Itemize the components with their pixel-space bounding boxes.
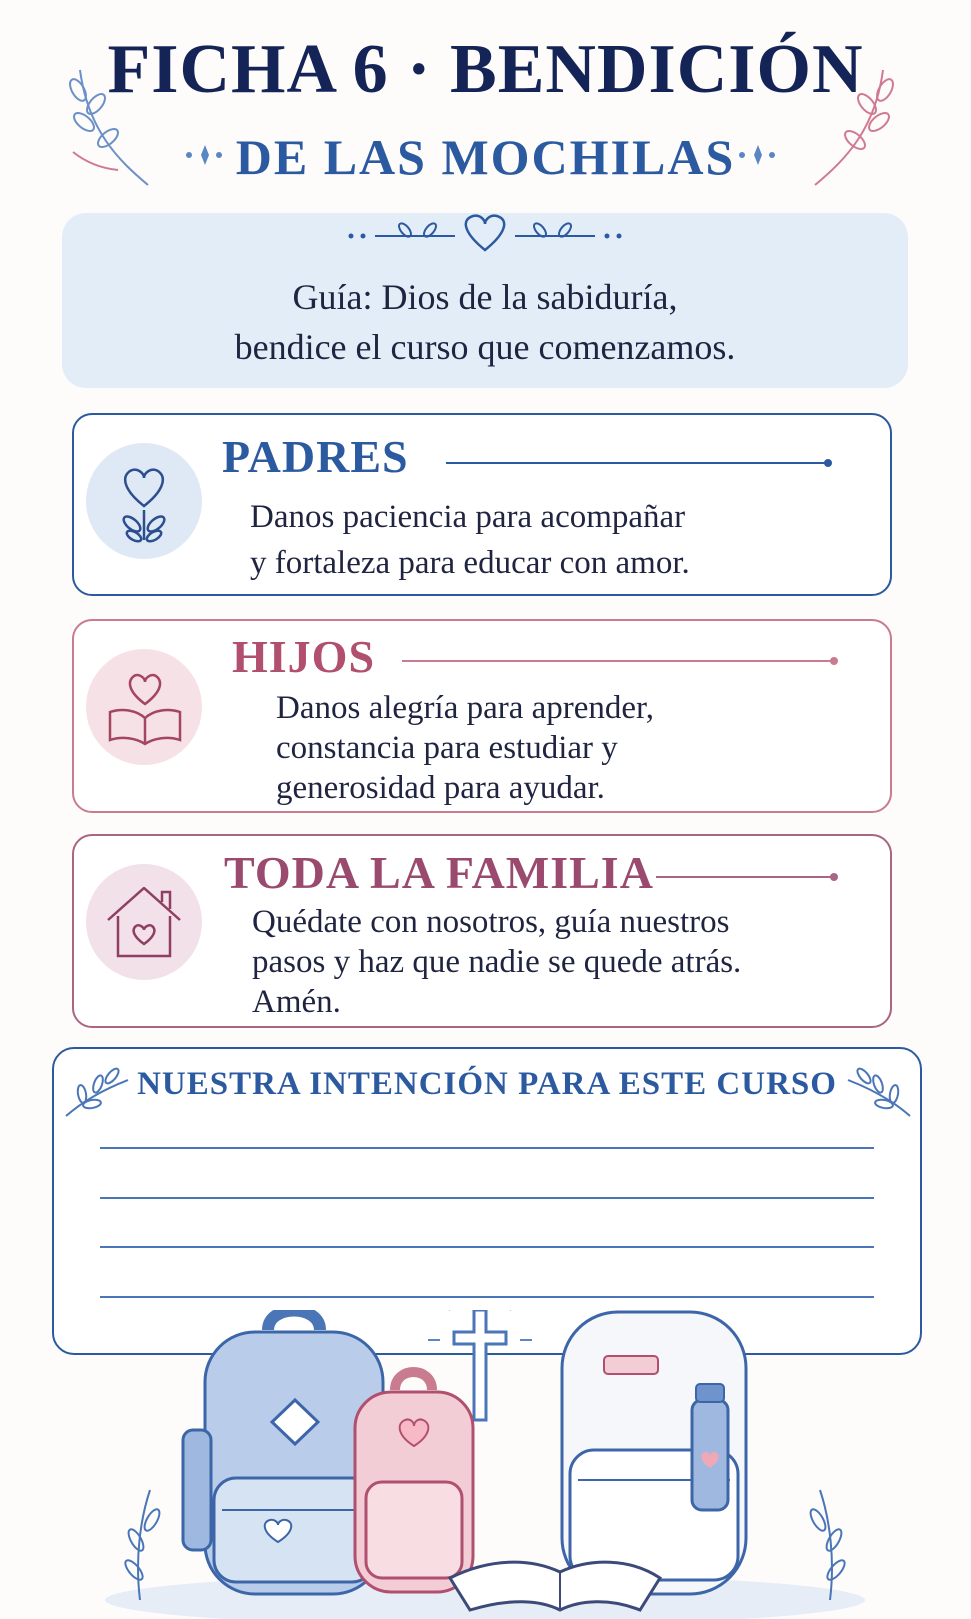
intention-write-line[interactable] bbox=[100, 1246, 874, 1248]
section-line: Amén. bbox=[252, 984, 341, 1020]
section-line: generosidad para ayudar. bbox=[276, 770, 605, 806]
section-title-hijos: HIJOS bbox=[232, 631, 376, 682]
guide-line-1: Guía: Dios de la sabiduría, bbox=[292, 277, 678, 317]
section-rule-padres bbox=[446, 462, 826, 464]
heart-book-icon bbox=[104, 668, 186, 750]
page-title: FICHA 6 · BENDICIÓN bbox=[107, 31, 864, 108]
section-line: constancia para estudiar y bbox=[276, 730, 618, 766]
section-line: Danos paciencia para acompañar bbox=[250, 499, 686, 535]
heart-house-icon bbox=[102, 880, 186, 964]
section-title-familia: TODA LA FAMILIA bbox=[224, 847, 654, 898]
guide-text bbox=[62, 272, 908, 372]
leaf-sprig-right-icon bbox=[844, 1062, 914, 1118]
section-line: pasos y haz que nadie se quede atrás. bbox=[252, 944, 742, 980]
page-subtitle: DE LAS MOCHILAS bbox=[235, 129, 736, 185]
section-body-padres bbox=[250, 494, 690, 586]
section-rule-dot-hijos bbox=[830, 657, 838, 665]
section-body-hijos bbox=[276, 688, 654, 808]
section-line: y fortaleza para educar con amor. bbox=[250, 545, 690, 581]
section-rule-familia bbox=[656, 876, 832, 878]
section-body-familia bbox=[252, 902, 741, 1022]
heart-sprig-icon bbox=[104, 458, 184, 544]
guide-line-2: bendice el curso que comenzamos. bbox=[234, 327, 736, 367]
intention-write-line[interactable] bbox=[100, 1296, 874, 1298]
heart-flourish-icon bbox=[345, 212, 625, 256]
section-rule-dot-familia bbox=[830, 873, 838, 881]
backpacks-cross-illustration bbox=[0, 1310, 971, 1619]
intention-write-line[interactable] bbox=[100, 1197, 874, 1199]
sparkle-right-icon bbox=[738, 143, 778, 167]
intention-title: NUESTRA INTENCIÓN PARA ESTE CURSO bbox=[137, 1066, 837, 1102]
section-rule-dot-padres bbox=[824, 459, 832, 467]
intention-write-line[interactable] bbox=[100, 1147, 874, 1149]
section-title-padres: PADRES bbox=[222, 431, 409, 482]
section-line: Danos alegría para aprender, bbox=[276, 690, 654, 726]
section-line: Quédate con nosotros, guía nuestros bbox=[252, 904, 730, 940]
section-rule-hijos bbox=[402, 660, 832, 662]
